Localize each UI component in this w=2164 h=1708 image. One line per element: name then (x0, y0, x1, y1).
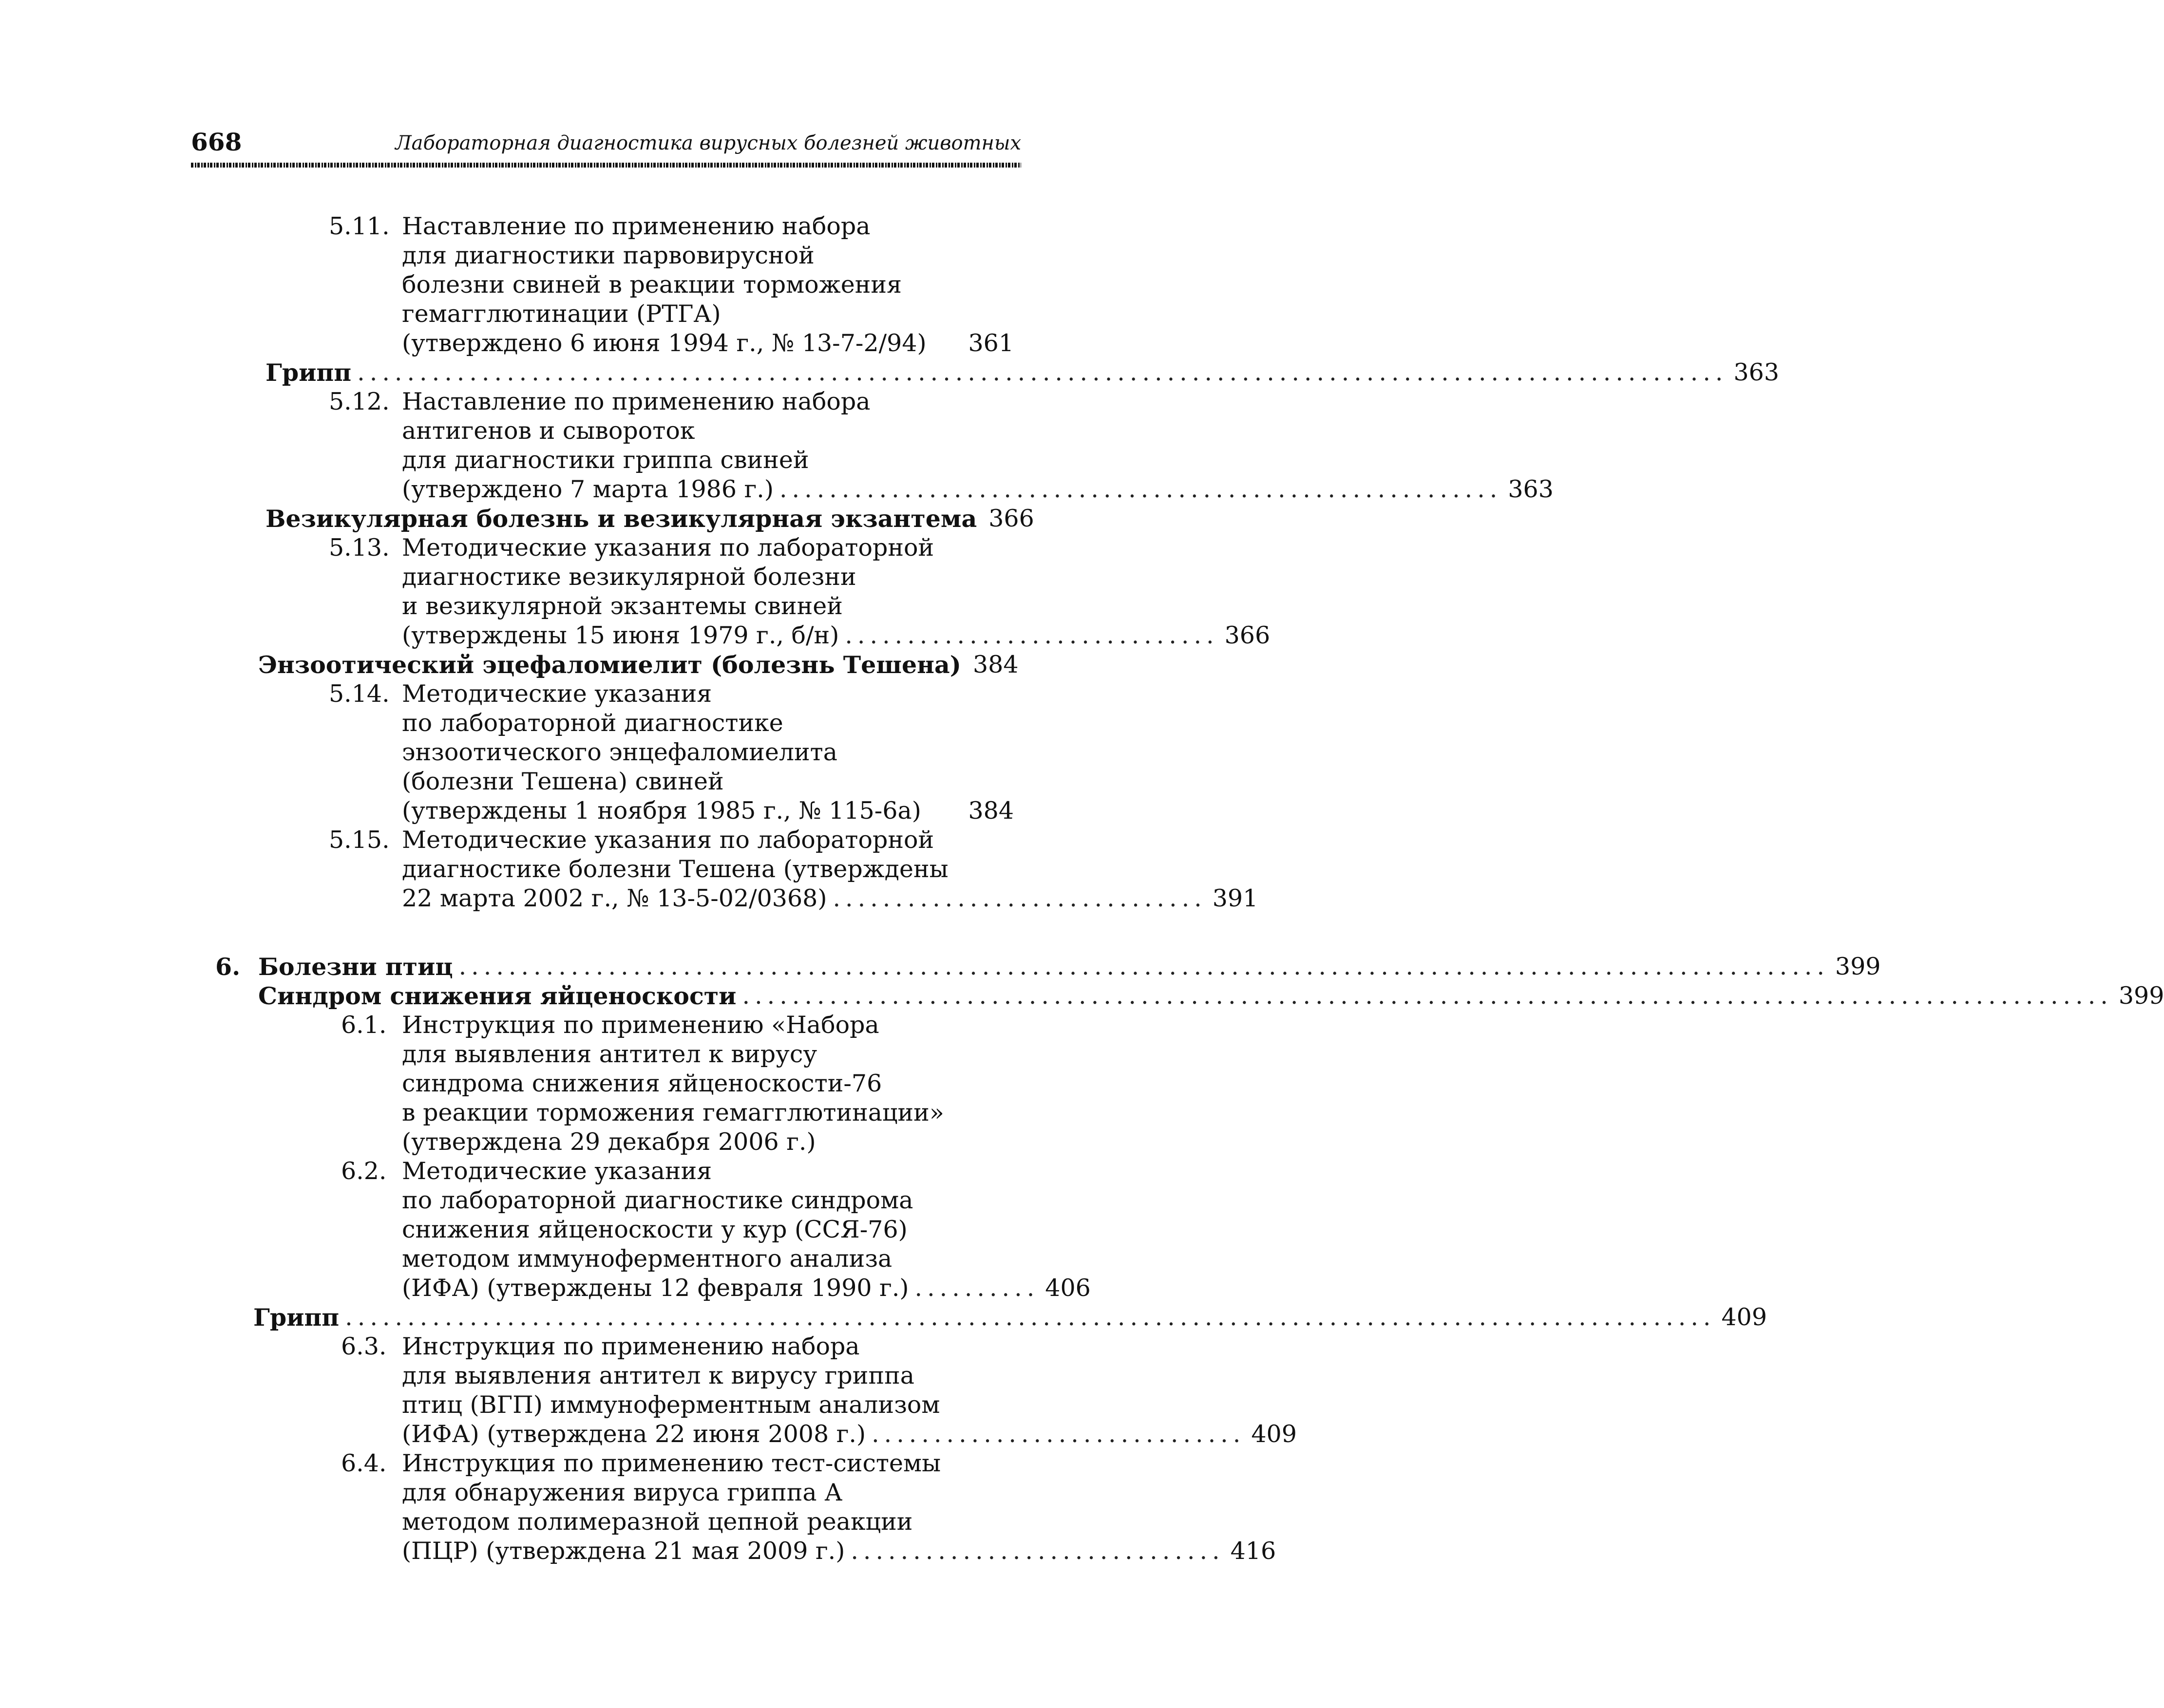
entry-line: Методические указания по лабораторной (402, 534, 934, 562)
leader-dots: .............................. (851, 1537, 1225, 1565)
entry-line: для выявления антител к вирусу (402, 1040, 817, 1068)
section-title: Энзоотический эцефаломиелит (болезнь Тешена) (258, 651, 961, 679)
entry-line: для выявления антител к вирусу гриппа (402, 1362, 914, 1389)
entry-line: методом иммуноферментного анализа (402, 1245, 892, 1273)
leader-dots: .......... (914, 1274, 1040, 1302)
chapter-title: Болезни птиц (258, 953, 453, 981)
entry-line: (утверждены 15 июня 1979 г., б/н) (402, 621, 839, 649)
entry-line: и везикулярной экзантемы свиней (402, 592, 843, 620)
entry-number: 5.15. (329, 826, 390, 854)
entry-line: Методические указания (402, 1157, 712, 1185)
section-title: Грипп (266, 358, 352, 387)
toc-section-teschen (258, 650, 1019, 679)
page-ref: 363 (1733, 358, 1780, 386)
page-ref: 409 (1251, 1420, 1297, 1448)
entry-last-line (402, 1537, 1276, 1566)
toc-section-gripp (266, 358, 1780, 387)
entry-line: Наставление по применению набора (402, 212, 871, 240)
entry-line: (болезни Тешена) свиней (402, 768, 724, 795)
page-ref: 384 (972, 651, 1019, 678)
page-ref: 366 (1224, 621, 1271, 649)
entry-line: гемагглютинации (РТГА) (402, 300, 721, 328)
entry-number: 6.3. (341, 1333, 387, 1360)
entry-line: (утверждена 29 декабря 2006 г.) (402, 1128, 816, 1156)
page-ref: 399 (2118, 982, 2164, 1010)
entry-line: по лабораторной диагностике (402, 709, 783, 737)
entry-line: Инструкция по применению тест-системы (402, 1449, 941, 1477)
page-ref: 391 (1212, 884, 1258, 912)
toc-section-vesicular (266, 504, 1034, 533)
entry-line: Наставление по применению набора (402, 388, 871, 415)
page-ref: 406 (1045, 1274, 1091, 1302)
entry-number: 5.11. (329, 212, 390, 240)
entry-line: диагностике везикулярной болезни (402, 563, 856, 591)
leader-dots: .............................. (833, 884, 1207, 912)
entry-line: по лабораторной диагностике синдрома (402, 1186, 913, 1214)
entry-line: для диагностики гриппа свиней (402, 446, 809, 474)
entry-line: (утверждено 7 марта 1986 г.) (402, 475, 774, 503)
entry-line: диагностике болезни Тешена (утверждены (402, 855, 949, 883)
page-number: 668 (191, 128, 242, 156)
leader-dots: .............................................................................................................. (458, 953, 1829, 980)
page-ref: 384 (968, 797, 1014, 825)
entry-line: птиц (ВГП) иммуноферментным анализом (402, 1391, 940, 1419)
leader-dots: .............................................................................................................. (357, 358, 1728, 386)
entry-line: энзоотического энцефаломиелита (402, 738, 837, 766)
section-title: Везикулярная болезнь и везикулярная экзантема (266, 505, 977, 533)
entry-line: болезни свиней в реакции торможения (402, 271, 902, 299)
toc-section-gripp-birds (253, 1303, 1767, 1332)
entry-last-line (402, 621, 1271, 650)
page-ref: 361 (968, 329, 1014, 357)
entry-number: 5.14. (329, 680, 390, 708)
leader-dots: .............................................................................................................. (742, 982, 2113, 1010)
entry-line: Инструкция по применению набора (402, 1333, 860, 1360)
entry-number: 5.13. (329, 534, 390, 562)
entry-number: 5.12. (329, 388, 390, 415)
page-ref: 409 (1721, 1303, 1767, 1331)
entry-line: (ПЦР) (утверждена 21 мая 2009 г.) (402, 1537, 845, 1565)
entry-number: 6.2. (341, 1157, 387, 1185)
entry-last-line (402, 1420, 1297, 1449)
section-title: Синдром снижения яйценоскости (258, 982, 737, 1010)
chapter-number: 6. (215, 953, 241, 981)
entry-line: для диагностики парвовирусной (402, 242, 815, 269)
leader-dots: .............................. (845, 621, 1219, 649)
entry-line: для обнаружения вируса гриппа А (402, 1479, 843, 1506)
entry-line: (утверждено 6 июня 1994 г., № 13-7-2/94) (402, 329, 927, 357)
leader-dots: .............................. (872, 1420, 1246, 1448)
entry-line: антигенов и сывороток (402, 417, 695, 445)
section-title: Грипп (253, 1303, 340, 1332)
running-title: Лабораторная диагностика вирусных болезней животных (395, 132, 1021, 154)
entry-line: (ИФА) (утверждены 12 февраля 1990 г.) (402, 1274, 909, 1302)
entry-line: синдрома снижения яйценоскости-76 (402, 1070, 882, 1097)
page-ref: 416 (1230, 1537, 1276, 1565)
entry-line: (утверждены 1 ноября 1985 г., № 115-6а) (402, 797, 921, 825)
entry-line: (ИФА) (утверждена 22 июня 2008 г.) (402, 1420, 866, 1448)
toc-section-egg-drop (258, 981, 2164, 1011)
toc-chapter-birds (258, 952, 1881, 981)
entry-last-line (402, 884, 1258, 913)
entry-line: 22 марта 2002 г., № 13-5-02/0368) (402, 884, 827, 912)
entry-line: снижения яйценоскости у кур (ССЯ-76) (402, 1216, 908, 1243)
entry-line: Инструкция по применению «Набора (402, 1011, 879, 1039)
page-ref: 363 (1508, 475, 1554, 503)
entry-line: Методические указания по лабораторной (402, 826, 934, 854)
leader-dots: .......................................................... (779, 475, 1502, 503)
leader-dots: .............................................................................................................. (345, 1303, 1716, 1331)
entry-number: 6.1. (341, 1011, 387, 1039)
entry-last-line (402, 1274, 1091, 1303)
page-ref: 399 (1835, 953, 1881, 980)
entry-line: Методические указания (402, 680, 712, 708)
entry-line: методом полимеразной цепной реакции (402, 1508, 913, 1536)
entry-line: в реакции торможения гемагглютинации» (402, 1099, 944, 1126)
entry-last-line (402, 475, 1554, 504)
page-ref: 366 (988, 505, 1034, 532)
entry-number: 6.4. (341, 1449, 387, 1477)
